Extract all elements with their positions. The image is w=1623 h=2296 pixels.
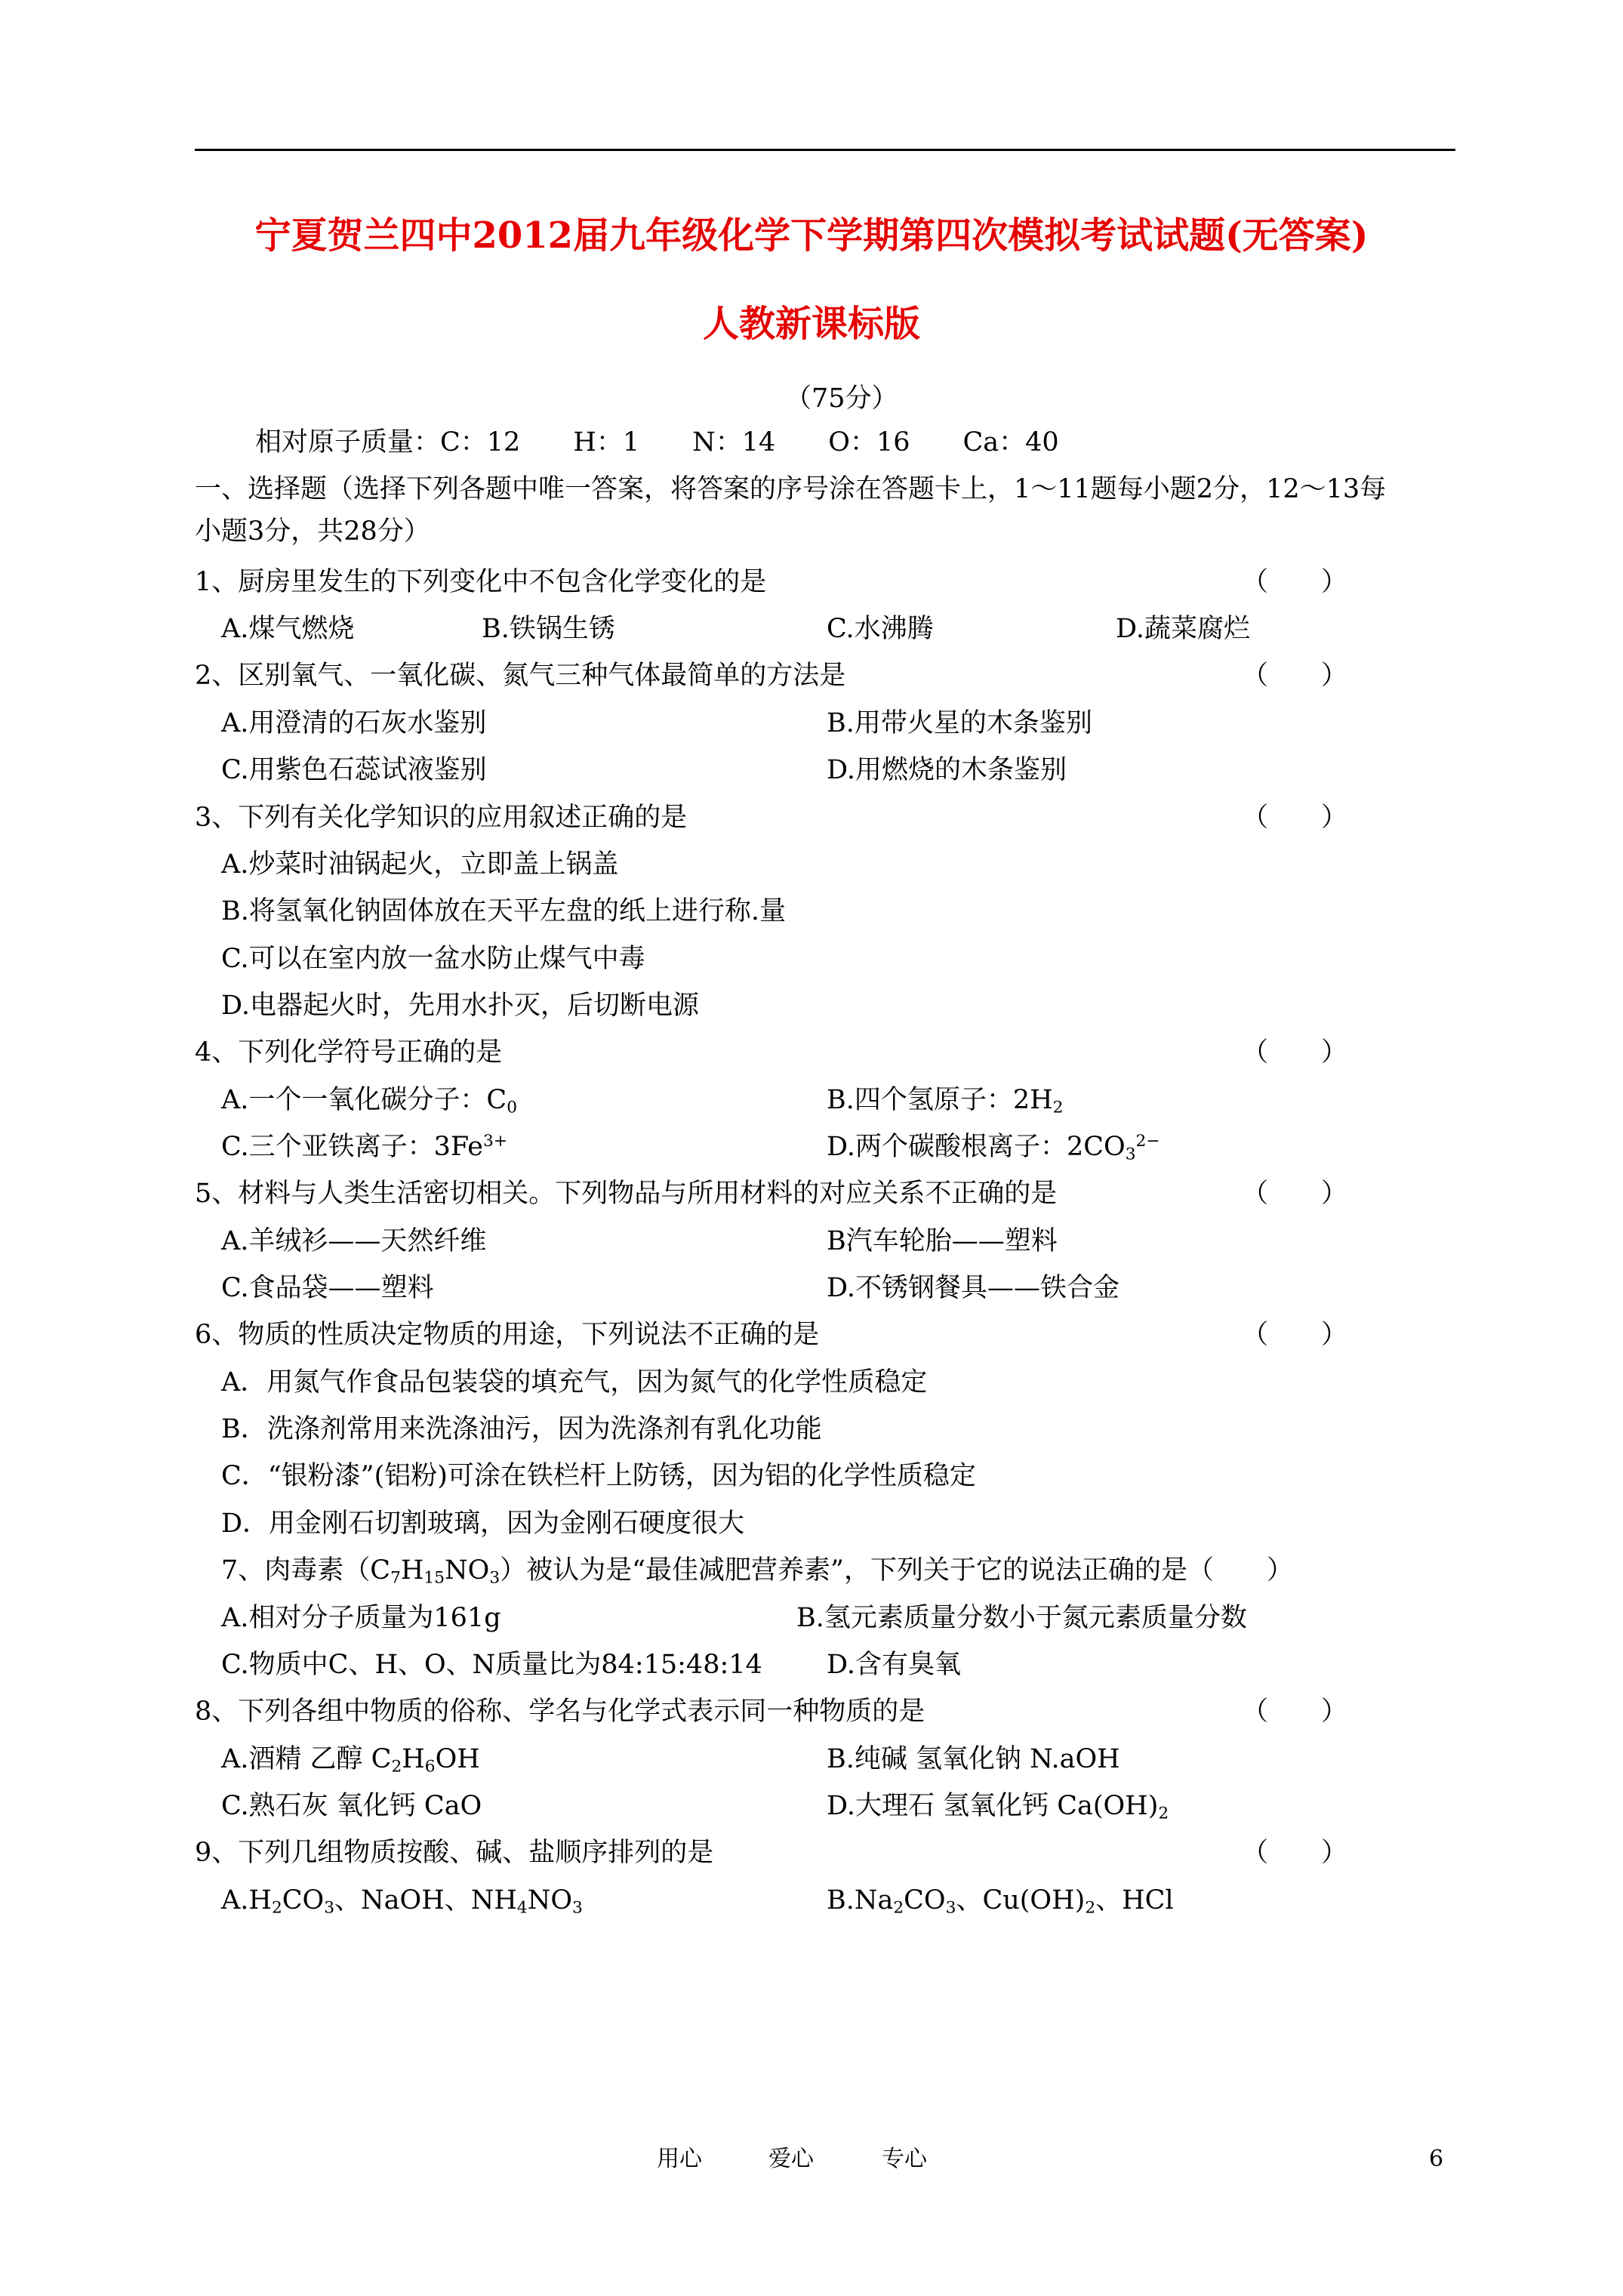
q5-option-d: D.不锈钢餐具——铁合金 xyxy=(827,1273,1119,1303)
q6-option-d: D．用金刚石切割玻璃，因为金刚石硬度很大 xyxy=(221,1509,745,1539)
q6-option-c: C．“银粉漆”(铝粉)可涂在铁栏杆上防锈，因为铝的化学性质稳定 xyxy=(221,1461,976,1491)
q1-option-b: B.铁锅生锈 xyxy=(482,614,615,644)
q3-option-a: A.炒菜时油锅起火，立即盖上锅盖 xyxy=(221,849,619,880)
answer-blank-4: （ ） xyxy=(1242,1037,1348,1068)
q8-option-b: B.纯碱 氢氧化钠 N.aOH xyxy=(827,1744,1120,1774)
q8-option-d: D.大理石 氢氧化钙 $Ca(OH)_2$ xyxy=(827,1791,1169,1823)
total-score: （75分） xyxy=(785,384,898,414)
q4-option-c: C.三个亚铁离子：$3Fe^{3+}$ xyxy=(221,1132,507,1162)
question-4-stem: 4、下列化学符号正确的是 xyxy=(195,1037,503,1068)
atomic-mass-reference: 相对原子质量：C：12 H：1 N：14 O：16 Ca：40 xyxy=(255,427,1059,458)
footer-motto-1: 用心 xyxy=(657,2146,702,2172)
answer-blank-6: （ ） xyxy=(1242,1320,1348,1350)
document-subtitle: 人教新课标版 xyxy=(702,303,920,345)
q9-option-b: $B.Na_2CO_3$、$Cu(OH)_2$、HCl xyxy=(827,1885,1174,1918)
q8-option-a: A.酒精 乙醇 $C_2H_6OH$ xyxy=(221,1744,480,1777)
answer-blank-9: （ ） xyxy=(1242,1838,1348,1868)
q3-option-b: B.将氢氧化钠固体放在天平左盘的纸上进行称.量 xyxy=(221,896,786,926)
q3-option-c: C.可以在室内放一盆水防止煤气中毒 xyxy=(221,944,645,974)
q1-option-c: C.水沸腾 xyxy=(827,614,934,644)
q2-option-b: B.用带火星的木条鉴别 xyxy=(827,708,1092,738)
question-2-stem: 2、区别氧气、一氧化碳、氮气三种气体最简单的方法是 xyxy=(195,661,846,691)
section-heading: 一、选择题（选择下列各题中唯一答案，将答案的序号涂在答题卡上，1～11题每小题2分，12～13每 xyxy=(195,474,1387,504)
question-1-stem: 1、厨房里发生的下列变化中不包含化学变化的是 xyxy=(195,567,767,597)
q2-option-d: D.用燃烧的木条鉴别 xyxy=(827,755,1067,785)
q1-option-a: A.煤气燃烧 xyxy=(221,614,355,644)
question-5-stem: 5、材料与人类生活密切相关。下列物品与所用材料的对应关系不正确的是 xyxy=(195,1179,1058,1209)
q8-option-c: C.熟石灰 氧化钙 CaO xyxy=(221,1791,482,1821)
q3-option-d: D.电器起火时，先用水扑灭，后切断电源 xyxy=(221,991,699,1021)
q6-option-b: B．洗涤剂常用来洗涤油污，因为洗涤剂有乳化功能 xyxy=(221,1414,822,1444)
answer-blank-5: （ ） xyxy=(1242,1179,1348,1209)
q5-option-b: B汽车轮胎——塑料 xyxy=(827,1226,1058,1256)
question-7-stem: 7、肉毒素$(C_7H_{15}NO_3)$被认为是“最佳减肥营养素”，下列关于它的说法正确的是（ ） xyxy=(221,1555,1293,1588)
document-title: 宁夏贺兰四中2012届九年级化学下学期第四次模拟考试试题(无答案) xyxy=(254,214,1369,257)
question-6-stem: 6、物质的性质决定物质的用途，下列说法不正确的是 xyxy=(195,1320,820,1350)
q2-option-a: A.用澄清的石灰水鉴别 xyxy=(221,708,487,738)
q9-option-a: $A.H_2CO_3$、NaOH、$NH_4NO_3$ xyxy=(221,1885,583,1918)
answer-blank-1: （ ） xyxy=(1242,567,1348,597)
question-9-stem: 9、下列几组物质按酸、碱、盐顺序排列的是 xyxy=(195,1838,714,1868)
q5-option-a: A.羊绒衫——天然纤维 xyxy=(221,1226,487,1256)
footer-motto-2: 爱心 xyxy=(768,2146,814,2172)
question-8-stem: 8、下列各组中物质的俗称、学名与化学式表示同一种物质的是 xyxy=(195,1697,925,1727)
q7-option-c: C.物质中C、H、O、N质量比为84:15:48:14 xyxy=(221,1650,762,1680)
answer-blank-2: （ ） xyxy=(1242,661,1348,691)
q6-option-a: A．用氮气作食品包装袋的填充气，因为氮气的化学性质稳定 xyxy=(221,1367,928,1398)
question-3-stem: 3、下列有关化学知识的应用叙述正确的是 xyxy=(195,803,688,833)
page-number: 6 xyxy=(1429,2146,1444,2172)
answer-blank-8: （ ） xyxy=(1242,1697,1348,1727)
q1-option-d: D.蔬菜腐烂 xyxy=(1116,614,1250,644)
q7-option-b: B.氢元素质量分数小于氮元素质量分数 xyxy=(796,1603,1247,1633)
q4-option-d: D.两个碳酸根离子：$2CO_3^{2-}$ xyxy=(827,1132,1160,1164)
q7-option-a: A.相对分子质量为161g xyxy=(221,1603,501,1633)
q2-option-c: C.用紫色石蕊试液鉴别 xyxy=(221,755,487,785)
header-rule xyxy=(195,149,1455,151)
answer-blank-3: （ ） xyxy=(1242,803,1348,833)
q4-option-b: B.四个氢原子：$2H_2$ xyxy=(827,1085,1064,1117)
q4-option-a: A.一个一氧化碳分子：$C_0$ xyxy=(221,1085,517,1117)
q5-option-c: C.食品袋——塑料 xyxy=(221,1273,434,1303)
footer-motto-3: 专心 xyxy=(882,2146,927,2172)
section-heading-cont: 小题3分，共28分） xyxy=(195,516,430,547)
q7-option-d: D.含有臭氧 xyxy=(827,1650,961,1680)
